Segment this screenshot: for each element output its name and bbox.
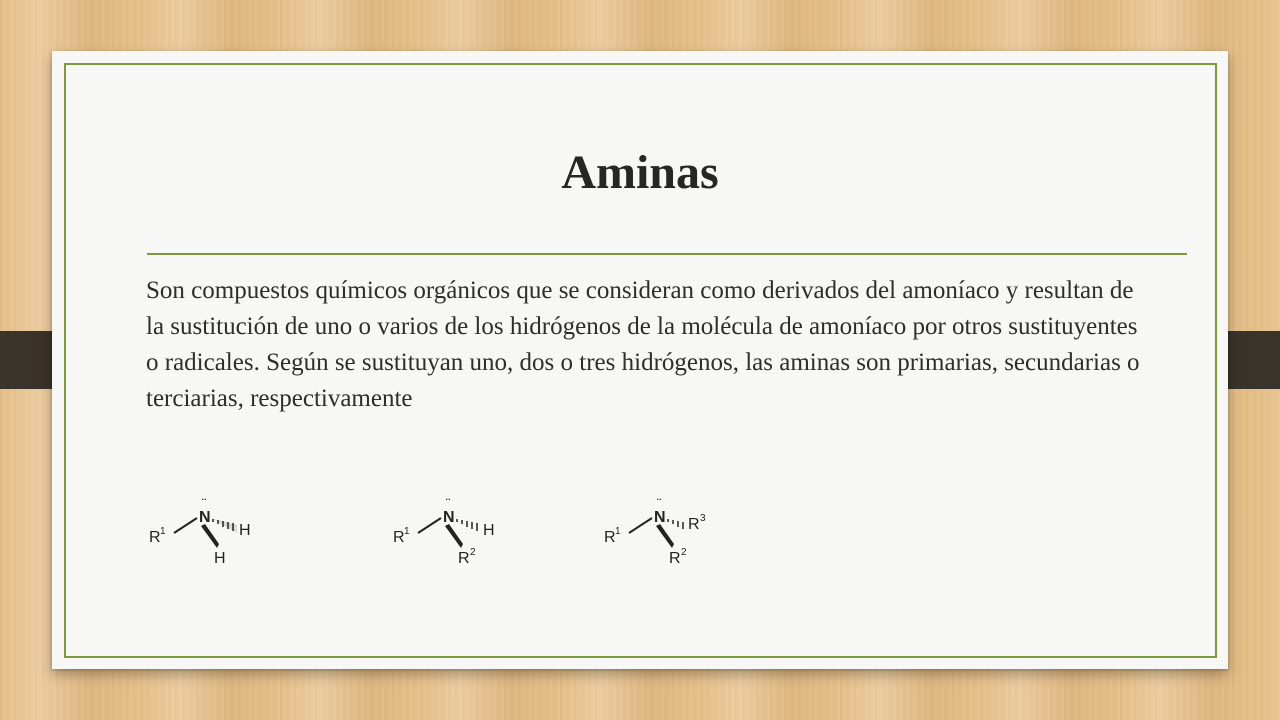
left-substituent: R: [149, 529, 161, 546]
bond-left: [174, 518, 197, 533]
slide-title: Aminas: [561, 146, 719, 199]
nitrogen-atom: N: [443, 509, 455, 526]
secondary-amine-structure: [393, 496, 495, 567]
title-divider: [147, 253, 1187, 255]
slide-body-text: Son compuestos químicos orgánicos que se consideran como derivados del amoníaco y resultan de la sustitución de uno o varios de los hidrógenos de la molécula de amoníaco por otros sustituyentes o radicales. Según se sustituyan uno, dos o tres hidrógenos, las aminas son primarias, secundarias o terciarias, respectivamente: [146, 277, 1140, 412]
left-substituent: R: [393, 529, 405, 546]
right-superscript: 3: [700, 513, 706, 524]
bottom-substituent: H: [214, 550, 226, 567]
bottom-substituent: R: [669, 550, 681, 567]
bottom-superscript: 2: [470, 547, 476, 558]
left-superscript: 1: [160, 526, 166, 537]
left-substituent: R: [604, 529, 616, 546]
right-substituent: H: [239, 522, 251, 539]
left-superscript: 1: [404, 526, 410, 537]
right-substituent: R: [688, 516, 700, 533]
nitrogen-atom: N: [199, 509, 211, 526]
lone-pair: ¨: [446, 496, 450, 510]
slide-card: [52, 51, 1228, 669]
nitrogen-atom: N: [654, 509, 666, 526]
left-superscript: 1: [615, 526, 621, 537]
bottom-substituent: R: [458, 550, 470, 567]
lone-pair: ¨: [657, 496, 661, 510]
wedge-bond-bottom: [201, 524, 219, 548]
right-substituent: H: [483, 522, 495, 539]
primary-amine-structure: [149, 496, 251, 567]
tertiary-amine-structure: [604, 496, 706, 567]
bottom-superscript: 2: [681, 547, 687, 558]
amine-structures-svg: [147, 491, 767, 601]
lone-pair: ¨: [202, 496, 206, 510]
amine-structures: [147, 491, 767, 601]
